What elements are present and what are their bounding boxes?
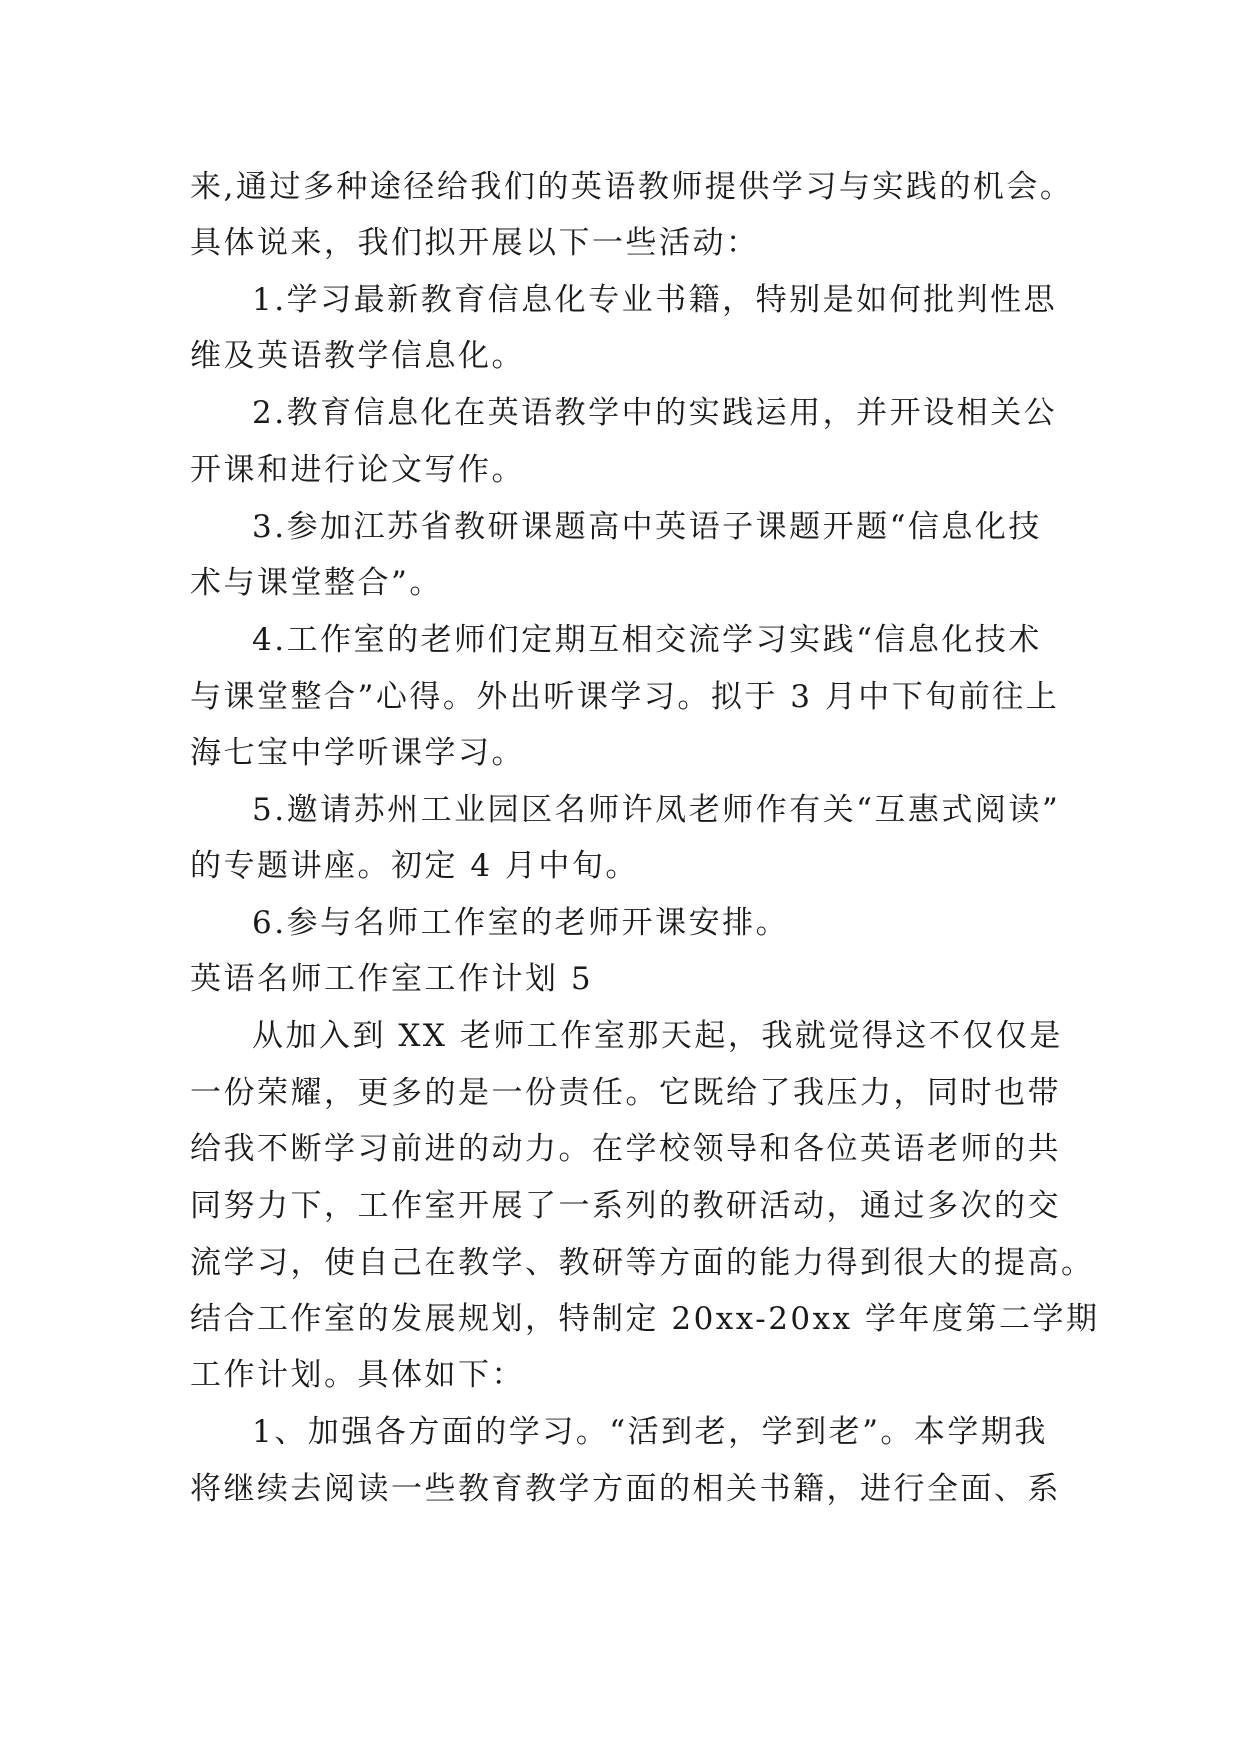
text-line: 与课堂整合”心得。外出听课学习。拟于 3 月中下旬前往上 xyxy=(190,679,1060,715)
text-line: 一份荣耀，更多的是一份责任。它既给了我压力，同时也带 xyxy=(190,1075,1061,1111)
text-line: 的专题讲座。初定 4 月中旬。 xyxy=(190,848,639,884)
text-line: 给我不断学习前进的动力。在学校领导和各位英语老师的共 xyxy=(190,1131,1061,1167)
text-line: 术与课堂整合”。 xyxy=(190,565,443,601)
text-line: 3.参加江苏省教研课题高中英语子课题开题“信息化技 xyxy=(252,509,1042,545)
section-heading: 英语名师工作室工作计划 5 xyxy=(190,961,594,997)
text-line: 开课和进行论文写作。 xyxy=(190,452,525,488)
text-line: 同努力下，工作室开展了一系列的教研活动，通过多次的交 xyxy=(190,1188,1061,1224)
text-line: 流学习，使自己在教学、教研等方面的能力得到很大的提高。 xyxy=(190,1245,1095,1281)
text-line: 海七宝中学听课学习。 xyxy=(190,735,525,771)
text-line: 从加入到 XX 老师工作室那天起，我就觉得这不仅仅是 xyxy=(252,1018,1063,1054)
text-line: 工作计划。具体如下： xyxy=(190,1357,525,1393)
text-line: 4.工作室的老师们定期互相交流学习实践“信息化技术 xyxy=(252,622,1042,658)
text-line: 6.参与名师工作室的老师开课安排。 xyxy=(252,905,790,941)
text-line: 1、加强各方面的学习。“活到老，学到老”。本学期我 xyxy=(252,1414,1048,1450)
text-line: 结合工作室的发展规划，特制定 20xx-20xx 学年度第二学期 xyxy=(190,1301,1100,1337)
text-line: 5.邀请苏州工业园区名师许凤老师作有关“互惠式阅读” xyxy=(252,792,1061,828)
text-line: 维及英语教学信息化。 xyxy=(190,338,525,374)
text-line: 1.学习最新教育信息化专业书籍，特别是如何批判性思 xyxy=(252,282,1058,318)
text-line: 具体说来，我们拟开展以下一些活动： xyxy=(190,225,760,261)
text-line: 来,通过多种途径给我们的英语教师提供学习与实践的机会。 xyxy=(190,169,1074,205)
text-line: 将继续去阅读一些教育教学方面的相关书籍，进行全面、系 xyxy=(190,1471,1061,1507)
text-line: 2.教育信息化在英语教学中的实践运用，并开设相关公 xyxy=(252,395,1058,431)
